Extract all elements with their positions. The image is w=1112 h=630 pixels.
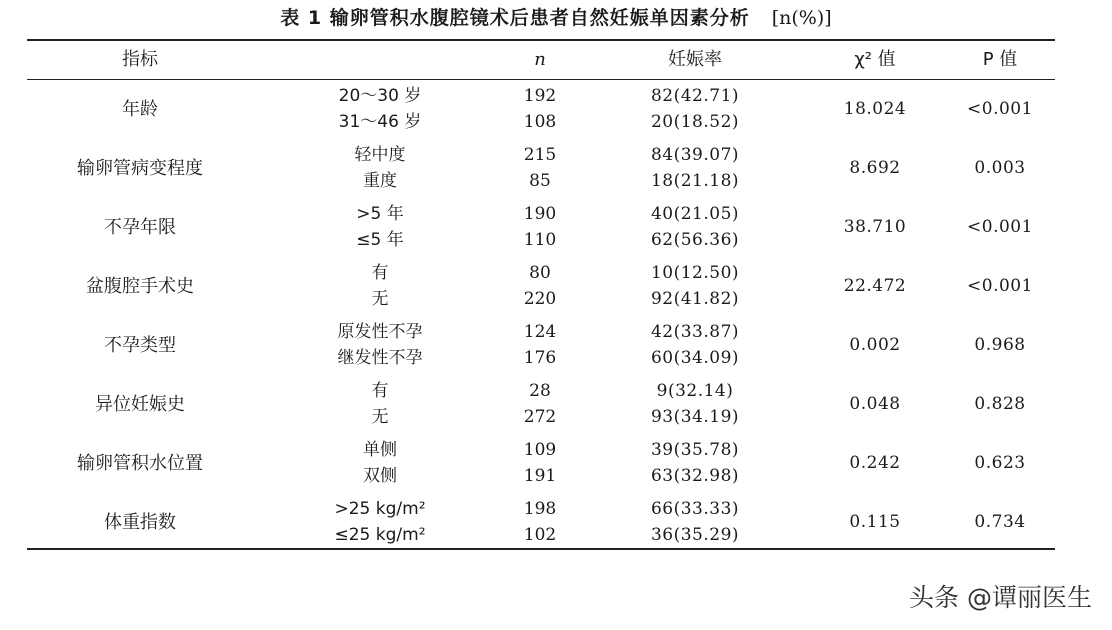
subgroup-cell: 20～30 岁	[338, 86, 422, 106]
subgroup-cell: 31～46 岁	[338, 112, 422, 132]
table-row	[0, 434, 1112, 493]
indicator-cell: 异位妊娠史	[95, 394, 185, 415]
rate-cell: 93(34.19)	[650, 407, 740, 427]
n-cell: 108	[523, 112, 557, 132]
rate-cell: 40(21.05)	[650, 204, 740, 224]
p-cell: 0.623	[974, 453, 1026, 473]
table-row	[0, 80, 1112, 139]
n-cell: 80	[529, 263, 551, 283]
n-cell: 192	[523, 86, 557, 106]
subgroup-cell: 无	[371, 407, 389, 427]
header-n: n	[534, 49, 546, 70]
indicator-cell: 输卵管积水位置	[77, 453, 203, 474]
watermark: 头条 @谭丽医生	[909, 583, 1092, 612]
rate-cell: 10(12.50)	[650, 263, 740, 283]
rate-cell: 60(34.09)	[650, 348, 740, 368]
subgroup-cell: 无	[371, 289, 389, 309]
n-cell: 124	[523, 322, 557, 342]
n-cell: 215	[523, 145, 557, 165]
n-cell: 28	[529, 381, 551, 401]
subgroup-cell: 双侧	[363, 466, 397, 486]
rate-cell: 62(56.36)	[650, 230, 740, 250]
rate-cell: 92(41.82)	[650, 289, 740, 309]
indicator-cell: 年龄	[122, 99, 158, 120]
p-cell: 0.968	[974, 335, 1026, 355]
table-row	[0, 257, 1112, 316]
rate-cell: 36(35.29)	[650, 525, 740, 545]
subgroup-cell: 轻中度	[354, 145, 406, 165]
indicator-cell: 不孕年限	[104, 217, 176, 238]
subgroup-cell: 单侧	[363, 440, 397, 460]
rate-cell: 82(42.71)	[650, 86, 740, 106]
n-cell: 198	[523, 499, 557, 519]
indicator-cell: 不孕类型	[104, 335, 176, 356]
chi-cell: 38.710	[843, 217, 907, 237]
n-cell: 85	[529, 171, 551, 191]
n-cell: 102	[523, 525, 557, 545]
rate-cell: 39(35.78)	[650, 440, 740, 460]
table-row	[0, 198, 1112, 257]
p-cell: <0.001	[967, 276, 1033, 296]
n-cell: 176	[523, 348, 557, 368]
n-cell: 272	[523, 407, 557, 427]
indicator-cell: 体重指数	[104, 512, 176, 533]
table-row	[0, 316, 1112, 375]
chi-cell: 18.024	[843, 99, 907, 119]
subgroup-cell: ≤25 kg/m²	[334, 525, 426, 545]
subgroup-cell: >25 kg/m²	[334, 499, 426, 519]
chi-cell: 8.692	[849, 158, 901, 178]
subgroup-cell: >5 年	[356, 204, 404, 224]
subgroup-cell: ≤5 年	[356, 230, 404, 250]
table-title	[0, 6, 1112, 30]
rate-cell: 20(18.52)	[650, 112, 740, 132]
n-cell: 190	[523, 204, 557, 224]
chi-cell: 0.242	[849, 453, 901, 473]
rate-cell: 9(32.14)	[656, 381, 734, 401]
table-title-text: 表 1 输卵管积水腹腔镜术后患者自然妊娠单因素分析	[280, 7, 750, 29]
p-cell: 0.828	[974, 394, 1026, 414]
n-cell: 220	[523, 289, 557, 309]
chi-cell: 0.115	[849, 512, 901, 532]
rate-cell: 63(32.98)	[650, 466, 740, 486]
subgroup-cell: 有	[371, 381, 389, 401]
table-row	[0, 139, 1112, 198]
indicator-cell: 输卵管病变程度	[77, 158, 203, 179]
rate-cell: 42(33.87)	[650, 322, 740, 342]
header-rate: 妊娠率	[668, 49, 722, 70]
p-cell: 0.734	[974, 512, 1026, 532]
rate-cell: 84(39.07)	[650, 145, 740, 165]
n-cell: 110	[523, 230, 557, 250]
p-cell: 0.003	[974, 158, 1026, 178]
header-chi: χ² 值	[854, 49, 896, 70]
table-title-unit: [n(%)]	[771, 7, 832, 29]
header-indicator: 指标	[122, 49, 158, 70]
p-cell: <0.001	[967, 99, 1033, 119]
indicator-cell: 盆腹腔手术史	[86, 276, 194, 297]
chi-cell: 22.472	[843, 276, 907, 296]
subgroup-cell: 继发性不孕	[337, 348, 423, 368]
subgroup-cell: 有	[371, 263, 389, 283]
chi-cell: 0.002	[849, 335, 901, 355]
header-p: P 值	[982, 49, 1018, 70]
table-row	[0, 375, 1112, 434]
n-cell: 191	[523, 466, 557, 486]
n-cell: 109	[523, 440, 557, 460]
subgroup-cell: 原发性不孕	[337, 322, 423, 342]
subgroup-cell: 重度	[363, 171, 397, 191]
table-row	[0, 493, 1112, 552]
p-cell: <0.001	[967, 217, 1033, 237]
rate-cell: 66(33.33)	[650, 499, 740, 519]
rate-cell: 18(21.18)	[650, 171, 740, 191]
chi-cell: 0.048	[849, 394, 901, 414]
